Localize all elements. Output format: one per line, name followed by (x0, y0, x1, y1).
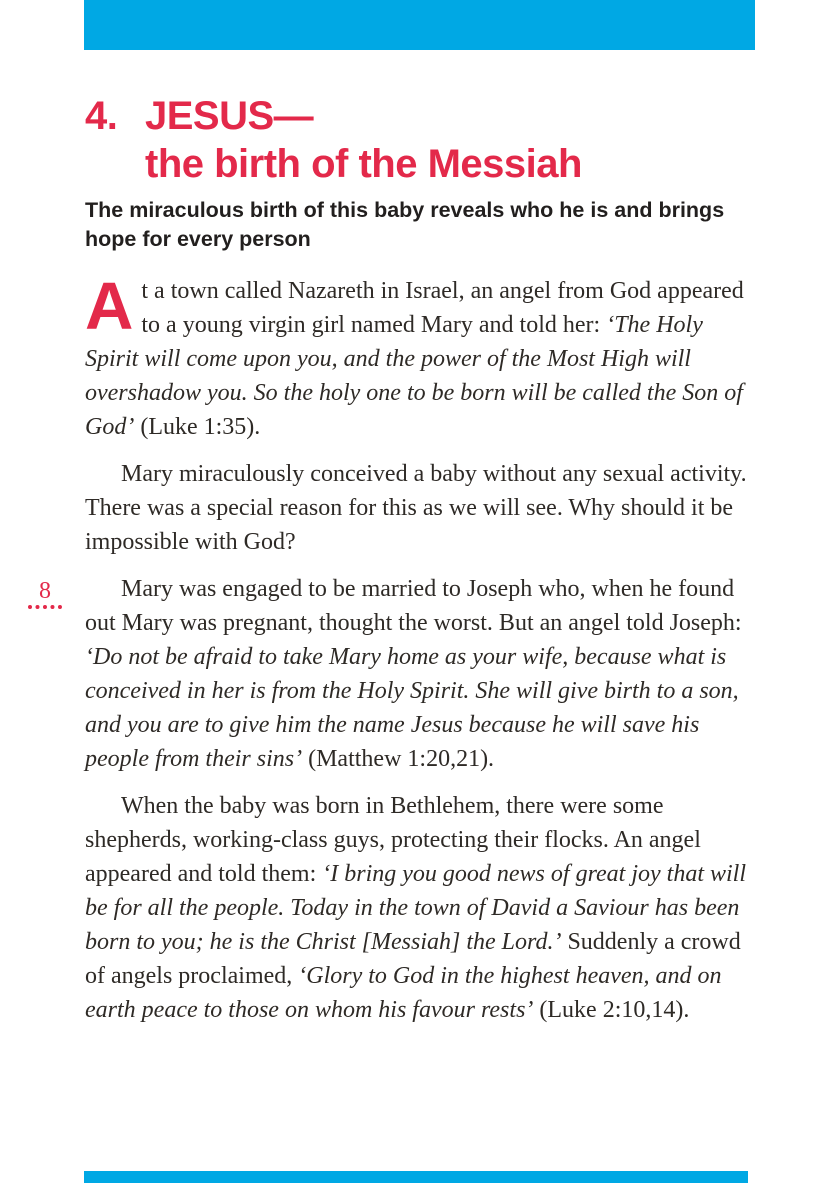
chapter-number: 4. (85, 94, 118, 138)
text-run: Suddenly a crowd of angels proclaimed, (85, 929, 741, 989)
paragraph (85, 457, 755, 559)
chapter-title-line2: the birth of the Messiah (145, 142, 582, 186)
chapter-subtitle: The miraculous birth of this baby reveals who he is and brings hope for every person (85, 198, 725, 251)
paragraph (85, 789, 755, 1027)
text-run: ‘I bring you good news of great joy that will be for all the people. Today in the town of David a Saviour has been born to you; he is the Christ [Messiah] the Lord.’ (85, 861, 746, 955)
paragraph (85, 269, 755, 444)
chapter-title (145, 92, 582, 188)
text-run: (Luke 2:10,14). (533, 997, 690, 1023)
text-run: ‘The Holy Spirit will come upon you, and the power of the Most High will overshadow you. So the holy one to be born will be called the Son of God’ (85, 312, 743, 440)
page-number-marker (26, 578, 64, 609)
text-run: Mary miraculously conceived a baby without any sexual activity. There was a special reason for this as we will see. Why should it be impossible with God? (85, 461, 747, 555)
drop-cap: A (85, 269, 134, 344)
text-run: When the baby was born in Bethlehem, there were some shepherds, working-class guys, protecting their flocks. An angel appeared and told them: (85, 793, 701, 887)
chapter-heading (85, 92, 582, 188)
text-run: (Matthew 1:20,21). (302, 746, 495, 772)
text-run: (Luke 1:35). (134, 414, 261, 440)
top-accent-bar (84, 0, 755, 50)
text-run: Mary was engaged to be married to Joseph who, when he found out Mary was pregnant, thought the worst. But an angel told Joseph: (85, 576, 742, 636)
body-paragraphs (85, 269, 755, 1040)
text-run: ‘Glory to God in the highest heaven, and on earth peace to those on whom his favour rests’ (85, 963, 722, 1023)
paragraph (85, 572, 755, 776)
text-run: ‘Do not be afraid to take Mary home as your wife, because what is conceived in her is from the Holy Spirit. She will give birth to a son, and you are to give him the name Jesus because he will save his people from their sins’ (85, 644, 739, 772)
page-number-dotted-rule (28, 605, 62, 609)
bottom-accent-bar (84, 1171, 748, 1183)
text-run: t a town called Nazareth in Israel, an angel from God appeared to a young virgin girl named Mary and told her: (141, 278, 744, 338)
chapter-title-line1: JESUS— (145, 94, 314, 138)
page-number: 8 (39, 578, 51, 604)
